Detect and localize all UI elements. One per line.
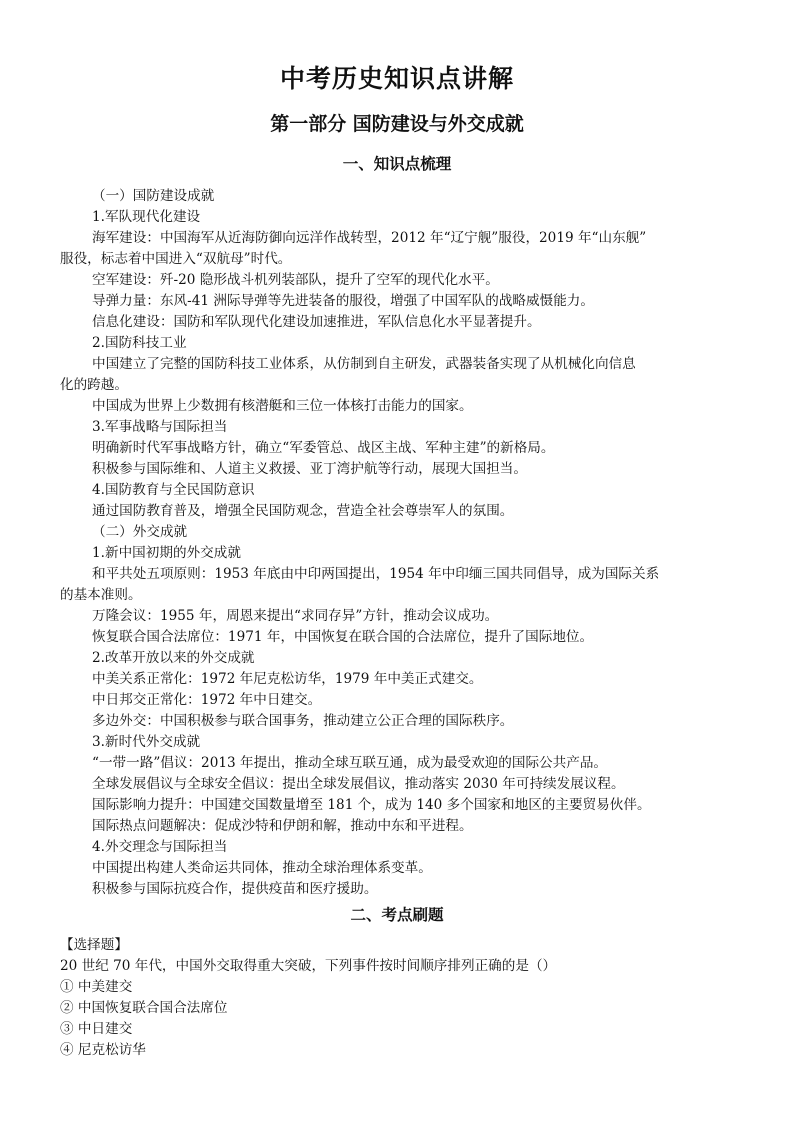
subsection-heading: （一）国防建设成就 xyxy=(92,188,215,204)
subsection-heading: （二）外交成就 xyxy=(92,524,188,540)
paragraph-line: 导弹力量：东风-41 洲际导弹等先进装备的服役，增强了中国军队的战略威慑能力。 xyxy=(92,293,594,309)
paragraph-line: 全球发展倡议与全球安全倡议：提出全球发展倡议，推动落实 2030 年可持续发展议程。 xyxy=(92,776,625,792)
paragraph-line: 国际影响力提升：中国建交国数量增至 181 个，成为 140 多个国家和地区的主要贸易伙伴。 xyxy=(92,797,651,813)
topic-heading: 1.新中国初期的外交成就 xyxy=(92,545,241,561)
paragraph-line: 万隆会议：1955 年，周恩来提出“求同存异”方针，推动会议成功。 xyxy=(92,608,499,624)
paragraph-line: 中国成为世界上少数拥有核潜艇和三位一体核打击能力的国家。 xyxy=(92,398,473,414)
question-stem: 20 世纪 70 年代，中国外交取得重大突破，下列事件按时间顺序排列正确的是（） xyxy=(60,958,557,974)
paragraph-line: 积极参与国际维和、人道主义救援、亚丁湾护航等行动，展现大国担当。 xyxy=(92,461,527,477)
paragraph-line: 海军建设：中国海军从近海防御向远洋作战转型，2012 年“辽宁舰”服役，2019 年“山东舰” xyxy=(92,230,647,246)
paragraph-line: 中日邦交正常化：1972 年中日建交。 xyxy=(92,692,322,708)
question-option: ③ 中日建交 xyxy=(60,1021,133,1037)
paragraph-line: 通过国防教育普及，增强全民国防观念，营造全社会尊崇军人的氛围。 xyxy=(92,503,514,519)
topic-heading: 1.军队现代化建设 xyxy=(92,209,201,225)
paragraph-line: 信息化建设：国防和军队现代化建设加速推进，军队信息化水平显著提升。 xyxy=(92,314,541,330)
paragraph-line: 中美关系正常化：1972 年尼克松访华，1979 年中美正式建交。 xyxy=(92,671,483,687)
paragraph-line: 中国建立了完整的国防科技工业体系，从仿制到自主研发，武器装备实现了从机械化向信息 xyxy=(92,356,636,372)
document-title: 中考历史知识点讲解 xyxy=(279,64,514,93)
paragraph-line: 国际热点问题解决：促成沙特和伊朗和解，推动中东和平进程。 xyxy=(92,818,473,834)
topic-heading: 2.改革开放以来的外交成就 xyxy=(92,650,255,666)
paragraph-line: 中国提出构建人类命运共同体，推动全球治理体系变革。 xyxy=(92,860,432,876)
paragraph-line: 多边外交：中国积极参与联合国事务，推动建立公正合理的国际秩序。 xyxy=(92,713,514,729)
paragraph-line: 和平共处五项原则：1953 年底由中印两国提出，1954 年中印缅三国共同倡导，成为国际关系 xyxy=(92,566,660,582)
paragraph-line: 化的跨越。 xyxy=(60,377,128,393)
topic-heading: 4.外交理念与国际担当 xyxy=(92,839,228,855)
paragraph-line: 空军建设：歼-20 隐形战斗机列装部队，提升了空军的现代化水平。 xyxy=(92,272,499,288)
section-heading-knowledge: 一、知识点梳理 xyxy=(342,155,452,173)
topic-heading: 3.新时代外交成就 xyxy=(92,734,201,750)
document-subtitle: 第一部分 国防建设与外交成就 xyxy=(270,113,524,135)
paragraph-line: 明确新时代军事战略方针，确立“军委管总、战区主战、军种主建”的新格局。 xyxy=(92,440,555,456)
topic-heading: 4.国防教育与全民国防意识 xyxy=(92,482,255,498)
topic-heading: 3.军事战略与国际担当 xyxy=(92,419,228,435)
paragraph-line: 服役，标志着中国进入“双航母”时代。 xyxy=(60,251,292,267)
question-option: ② 中国恢复联合国合法席位 xyxy=(60,1000,228,1016)
question-option: ④ 尼克松访华 xyxy=(60,1042,146,1058)
paragraph-line: 的基本准则。 xyxy=(60,587,142,603)
question-option: ① 中美建交 xyxy=(60,979,133,995)
topic-heading: 2.国防科技工业 xyxy=(92,335,187,351)
paragraph-line: 积极参与国际抗疫合作，提供疫苗和医疗援助。 xyxy=(92,881,378,897)
paragraph-line: “一带一路”倡议：2013 年提出，推动全球互联互通，成为最受欢迎的国际公共产品。 xyxy=(92,755,608,771)
section-heading-exercises: 二、考点刷题 xyxy=(350,906,444,924)
paragraph-line: 恢复联合国合法席位：1971 年，中国恢复在联合国的合法席位，提升了国际地位。 xyxy=(92,629,594,645)
question-type-label: 【选择题】 xyxy=(60,937,128,953)
